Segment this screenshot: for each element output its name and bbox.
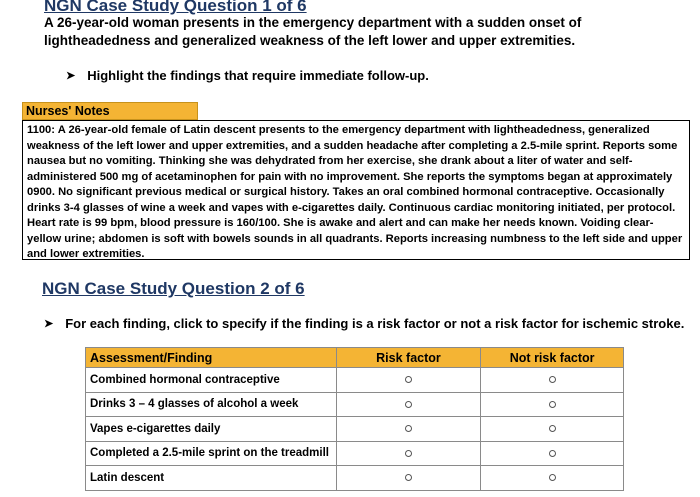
not-risk-factor-radio-cell[interactable]	[481, 466, 624, 491]
nurses-notes-tab[interactable]: Nurses' Notes	[22, 102, 198, 120]
question-1-title: NGN Case Study Question 1 of 6	[44, 0, 307, 15]
risk-factor-radio-cell[interactable]	[336, 368, 481, 393]
radio-button-icon[interactable]	[549, 401, 556, 408]
table-row	[86, 368, 624, 393]
not-risk-factor-radio-cell[interactable]	[481, 368, 624, 393]
table-row	[86, 392, 624, 417]
question-1-instruction-text: Highlight the findings that require immediate follow-up.	[87, 68, 429, 83]
finding-label: Completed a 2.5-mile sprint on the treadmill	[86, 441, 337, 466]
table-row	[86, 417, 624, 442]
question-2-title: NGN Case Study Question 2 of 6	[42, 279, 305, 298]
risk-factor-radio-cell[interactable]	[336, 417, 481, 442]
radio-button-icon[interactable]	[549, 450, 556, 457]
header-risk-factor: Risk factor	[336, 348, 481, 368]
risk-factor-radio-cell[interactable]	[336, 466, 481, 491]
table-row	[86, 441, 624, 466]
finding-label: Combined hormonal contraceptive	[86, 368, 337, 393]
radio-button-icon[interactable]	[405, 401, 412, 408]
not-risk-factor-radio-cell[interactable]	[481, 417, 624, 442]
radio-button-icon[interactable]	[405, 425, 412, 432]
finding-label: Drinks 3 – 4 glasses of alcohol a week	[86, 392, 337, 417]
header-assessment-finding: Assessment/Finding	[86, 348, 337, 368]
table-header-row	[86, 348, 624, 368]
table-row	[86, 466, 624, 491]
radio-button-icon[interactable]	[405, 376, 412, 383]
question-1-instruction	[66, 68, 429, 83]
risk-factor-table	[85, 347, 624, 491]
arrow-bullet-icon: ➤	[66, 70, 76, 82]
arrow-bullet-icon: ➤	[44, 318, 54, 330]
radio-button-icon[interactable]	[549, 425, 556, 432]
question-2-instruction	[44, 316, 684, 331]
not-risk-factor-radio-cell[interactable]	[481, 441, 624, 466]
finding-label: Vapes e-cigarettes daily	[86, 417, 337, 442]
nurses-notes-text[interactable]: 1100: A 26-year-old female of Latin descent presents to the emergency department with lightheadedness, generalized weakness of the left lower and upper extremities, and a sudden headache after completing a 2.5-mile sprint. Reports some nausea but no vomiting. Thinking she was dehydrated from her exercise, she drank about a liter of water and self-administered 500 mg of acetaminophen for pain with no improvement. She reports the symptoms began at approximately 0900. No significant previous medical or surgical history. Takes an oral combined hormonal contraceptive. Occasionally drinks 3-4 glasses of wine a week and vapes with e-cigarettes daily. Continuous cardiac monitoring initiated, per protocol. Heart rate is 99 bpm, blood pressure is 160/100. She is awake and alert and can make her needs known. Voiding clear-yellow urine; abdomen is soft with bowels sounds in all quadrants. Reports increasing numbness to the left side and upper and lower extremities.	[22, 120, 690, 260]
not-risk-factor-radio-cell[interactable]	[481, 392, 624, 417]
header-not-risk-factor: Not risk factor	[481, 348, 624, 368]
risk-factor-radio-cell[interactable]	[336, 441, 481, 466]
question-2-instruction-text: For each finding, click to specify if the finding is a risk factor or not a risk factor for ischemic stroke.	[65, 316, 685, 331]
radio-button-icon[interactable]	[549, 376, 556, 383]
radio-button-icon[interactable]	[549, 474, 556, 481]
risk-factor-radio-cell[interactable]	[336, 392, 481, 417]
radio-button-icon[interactable]	[405, 474, 412, 481]
finding-label: Latin descent	[86, 466, 337, 491]
scenario-text: A 26-year-old woman presents in the emergency department with a sudden onset of lightheadedness and generalized weakness of the left lower and upper extremities.	[44, 15, 582, 48]
radio-button-icon[interactable]	[405, 450, 412, 457]
